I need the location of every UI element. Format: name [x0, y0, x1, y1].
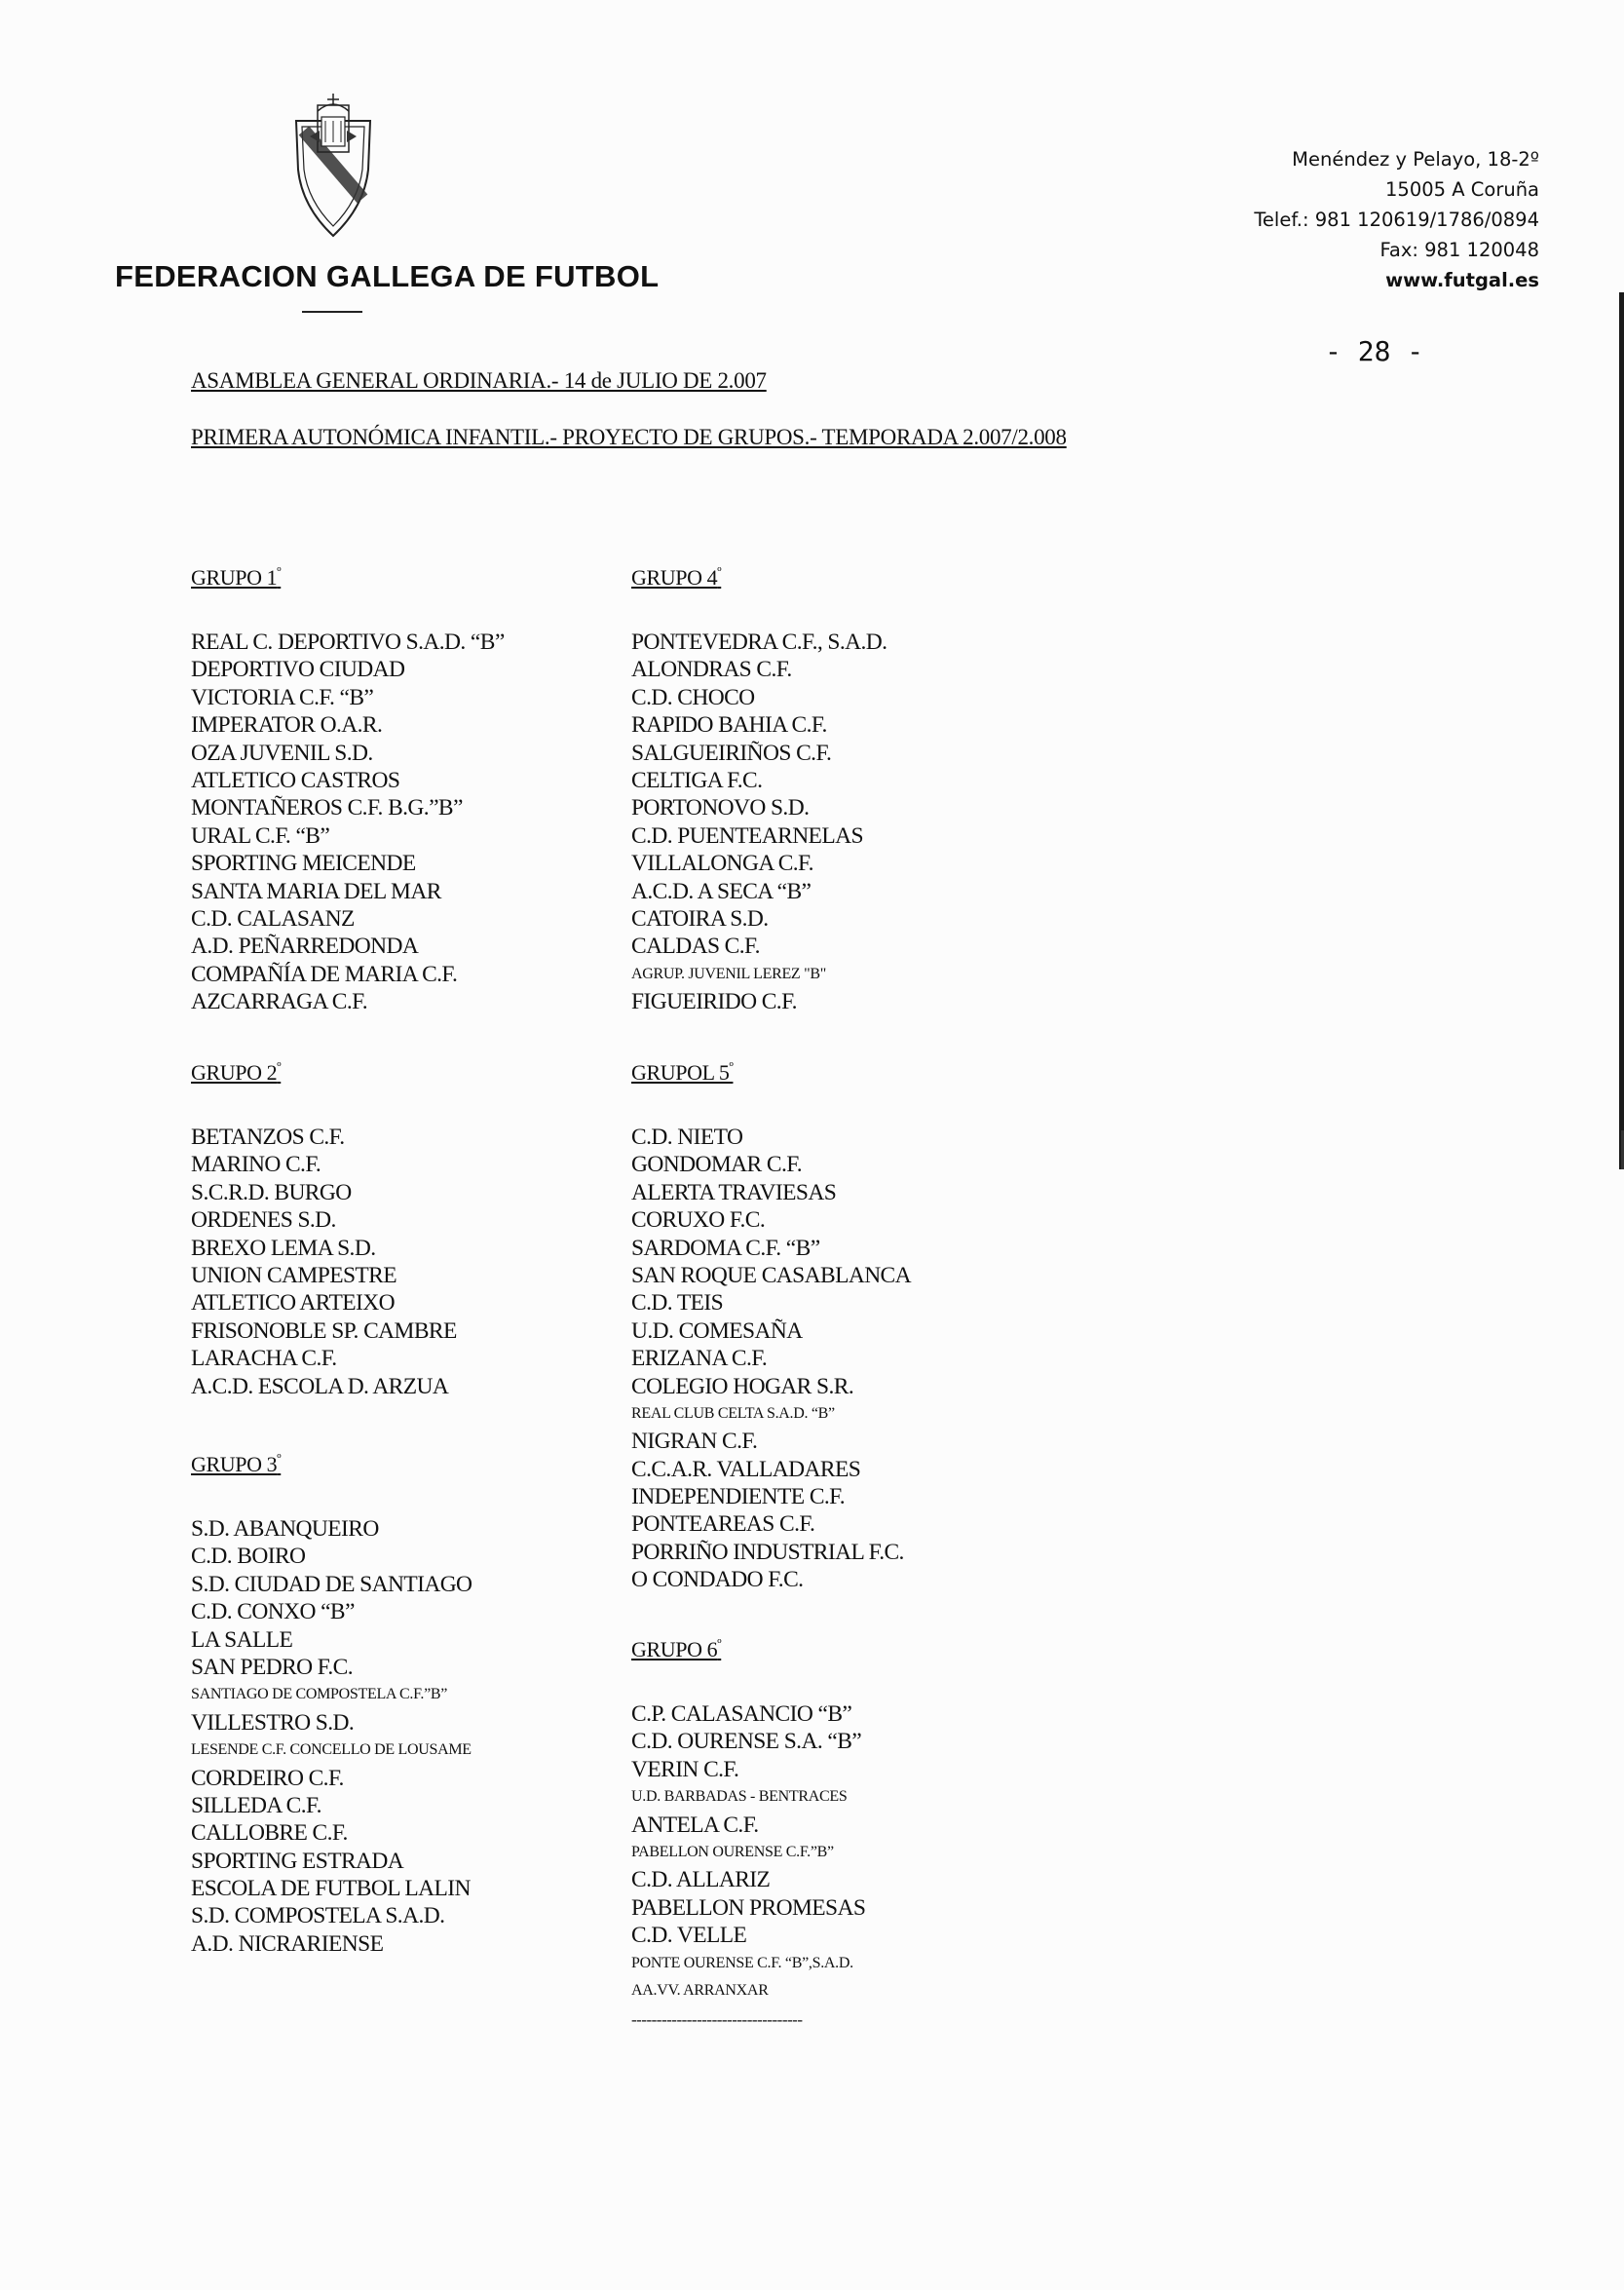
address-block	[1150, 144, 1539, 295]
club-entry: O CONDADO F.C.	[631, 1567, 804, 1593]
club-entry: PORTONOVO S.D.	[631, 795, 810, 821]
club-entry: SANTA MARIA DEL MAR	[191, 878, 441, 904]
club-entry: ATLETICO ARTEIXO	[191, 1290, 395, 1317]
club-entry: ANTELA C.F.	[631, 1812, 759, 1838]
club-entry: ALERTA TRAVIESAS	[631, 1179, 837, 1205]
club-entry: ORDENES S.D.	[191, 1207, 336, 1234]
club-entry: S.D. CIUDAD DE SANTIAGO	[191, 1571, 472, 1597]
club-entry: INDEPENDIENTE C.F.	[631, 1484, 846, 1510]
club-entry: ALONDRAS C.F.	[631, 657, 792, 683]
club-entry: DEPORTIVO CIUDAD	[191, 657, 405, 683]
club-list	[191, 629, 505, 1015]
club-entry: AGRUP. JUVENIL LEREZ "B"	[631, 965, 826, 982]
club-entry: C.D. BOIRO	[191, 1544, 306, 1570]
club-entry: AZCARRAGA C.F.	[191, 989, 368, 1015]
group-title-text: GRUPO 2	[191, 1060, 278, 1085]
group-3	[191, 1452, 472, 1958]
page-number: - 28 -	[1325, 335, 1424, 367]
club-entry: C.D. CALASANZ	[191, 905, 355, 932]
club-entry: CALDAS C.F.	[631, 934, 760, 960]
club-entry: CATOIRA S.D.	[631, 905, 769, 932]
club-list	[631, 1700, 865, 2004]
club-list	[631, 1124, 911, 1594]
group-title-text: GRUPO 4	[631, 565, 718, 590]
group-4	[631, 565, 887, 1015]
group-title	[191, 1452, 472, 1477]
club-entry: ATLETICO CASTROS	[191, 767, 400, 793]
club-entry: ESCOLA DE FUTBOL LALIN	[191, 1876, 471, 1902]
club-entry: NIGRAN C.F.	[631, 1429, 758, 1455]
group-title-text: GRUPOL 5	[631, 1060, 730, 1085]
project-heading: PRIMERA AUTONÓMICA INFANTIL.- PROYECTO DE GRUPOS.- TEMPORADA 2.007/2.008	[191, 425, 1067, 449]
club-entry: GONDOMAR C.F.	[631, 1152, 803, 1178]
group-title	[191, 565, 505, 591]
club-entry: U.D. BARBADAS - BENTRACES	[631, 1788, 848, 1806]
club-entry: C.P. CALASANCIO “B”	[631, 1701, 852, 1727]
club-entry: SALGUEIRIÑOS C.F.	[631, 740, 832, 766]
assembly-heading: ASAMBLEA GENERAL ORDINARIA.- 14 de JULIO DE 2.007	[191, 368, 767, 393]
group-title-ordinal: º	[277, 1060, 282, 1076]
club-entry: PORRIÑO INDUSTRIAL F.C.	[631, 1539, 904, 1565]
address-telephone: Telef.: 981 120619/1786/0894	[1254, 209, 1539, 231]
club-entry: C.D. TEIS	[631, 1290, 724, 1317]
club-entry: RAPIDO BAHIA C.F.	[631, 712, 827, 739]
address-fax: Fax: 981 120048	[1379, 239, 1539, 261]
club-entry: CELTIGA F.C.	[631, 767, 763, 793]
group-title	[631, 1637, 865, 1662]
federation-crest-icon	[292, 92, 374, 238]
club-entry: REAL CLUB CELTA S.A.D. “B”	[631, 1404, 835, 1422]
club-entry: ERIZANA C.F.	[631, 1346, 768, 1372]
club-entry: S.D. COMPOSTELA S.A.D.	[191, 1903, 445, 1929]
club-entry: COLEGIO HOGAR S.R.	[631, 1373, 854, 1399]
club-entry: BREXO LEMA S.D.	[191, 1235, 376, 1261]
club-entry: A.C.D. ESCOLA D. ARZUA	[191, 1373, 449, 1399]
club-entry: PONTEVEDRA C.F., S.A.D.	[631, 630, 888, 655]
club-entry: LA SALLE	[191, 1626, 293, 1653]
group-title-ordinal: º	[717, 1637, 722, 1653]
group-title-ordinal: º	[277, 565, 282, 581]
group-title-ordinal: º	[729, 1060, 734, 1076]
club-entry: PONTE OURENSE C.F. “B”,S.A.D.	[631, 1954, 853, 1971]
closing-dashes: ----------------------------------	[631, 2010, 803, 2029]
group-title	[191, 1060, 457, 1086]
club-entry: PONTEAREAS C.F.	[631, 1511, 815, 1538]
club-entry: C.D. CONXO “B”	[191, 1599, 355, 1625]
club-entry: SAN PEDRO F.C.	[191, 1654, 354, 1680]
group-6	[631, 1637, 865, 2004]
club-entry: C.C.A.R. VALLADARES	[631, 1456, 861, 1482]
club-entry: PABELLON OURENSE C.F.”B”	[631, 1843, 834, 1860]
club-entry: C.D. VELLE	[631, 1923, 747, 1949]
club-entry: SANTIAGO DE COMPOSTELA C.F.”B”	[191, 1686, 448, 1703]
club-entry: LESENDE C.F. CONCELLO DE LOUSAME	[191, 1741, 472, 1759]
group-title	[631, 565, 887, 591]
club-entry: REAL C. DEPORTIVO S.A.D. “B”	[191, 630, 505, 655]
club-entry: CALLOBRE C.F.	[191, 1820, 348, 1847]
address-street: Menéndez y Pelayo, 18-2º	[1292, 148, 1539, 171]
club-entry: UNION CAMPESTRE	[191, 1262, 397, 1288]
club-entry: VILLALONGA C.F.	[631, 851, 813, 877]
club-entry: COMPAÑÍA DE MARIA C.F.	[191, 961, 458, 987]
club-entry: VERIN C.F.	[631, 1756, 739, 1782]
organization-name: FEDERACION GALLEGA DE FUTBOL	[115, 259, 660, 293]
club-list	[631, 629, 887, 1015]
club-entry: SAN ROQUE CASABLANCA	[631, 1262, 912, 1288]
club-entry: VICTORIA C.F. “B”	[191, 684, 374, 710]
group-title-text: GRUPO 1	[191, 565, 278, 590]
club-entry: URAL C.F. “B”	[191, 822, 330, 849]
club-entry: OZA JUVENIL S.D.	[191, 740, 373, 766]
club-entry: VILLESTRO S.D.	[191, 1709, 355, 1736]
club-entry: SPORTING MEICENDE	[191, 851, 416, 877]
club-entry: CORDEIRO C.F.	[191, 1765, 344, 1791]
club-entry: C.D. ALLARIZ	[631, 1867, 771, 1893]
club-entry: LARACHA C.F.	[191, 1346, 337, 1372]
organization-underline	[302, 311, 362, 313]
club-entry: BETANZOS C.F.	[191, 1125, 345, 1150]
club-entry: FRISONOBLE SP. CAMBRE	[191, 1317, 457, 1344]
club-entry: MARINO C.F.	[191, 1152, 321, 1178]
scan-edge	[1619, 292, 1624, 1169]
club-entry: U.D. COMESAÑA	[631, 1317, 803, 1344]
club-entry: S.D. ABANQUEIRO	[191, 1516, 379, 1542]
club-entry: IMPERATOR O.A.R.	[191, 712, 383, 739]
club-entry: C.D. CHOCO	[631, 684, 755, 710]
club-entry: C.D. PUENTEARNELAS	[631, 822, 863, 849]
club-entry: SPORTING ESTRADA	[191, 1848, 404, 1874]
club-list	[191, 1515, 472, 1958]
club-entry: CORUXO F.C.	[631, 1207, 766, 1234]
group-title-ordinal: º	[277, 1452, 282, 1468]
group-1	[191, 565, 505, 1015]
club-entry: AA.VV. ARRANXAR	[631, 1981, 769, 1999]
club-entry: A.D. NICRARIENSE	[191, 1930, 384, 1957]
group-5	[631, 1060, 911, 1594]
club-entry: C.D. OURENSE S.A. “B”	[631, 1729, 862, 1755]
group-2	[191, 1060, 457, 1400]
club-entry: S.C.R.D. BURGO	[191, 1179, 352, 1205]
club-entry: SILLEDA C.F.	[191, 1792, 321, 1818]
club-entry: SARDOMA C.F. “B”	[631, 1235, 820, 1261]
group-title-ordinal: º	[717, 565, 722, 581]
club-entry: MONTAÑEROS C.F. B.G.”B”	[191, 795, 463, 821]
group-title-text: GRUPO 6	[631, 1637, 718, 1661]
club-entry: A.D. PEÑARREDONDA	[191, 934, 419, 960]
club-list	[191, 1124, 457, 1400]
address-city: 15005 A Coruña	[1385, 178, 1539, 201]
group-title-text: GRUPO 3	[191, 1452, 278, 1476]
club-entry: PABELLON PROMESAS	[631, 1894, 866, 1921]
group-title	[631, 1060, 911, 1086]
club-entry: FIGUEIRIDO C.F.	[631, 989, 797, 1015]
club-entry: C.D. NIETO	[631, 1125, 743, 1150]
address-website: www.futgal.es	[1385, 269, 1539, 291]
club-entry: A.C.D. A SECA “B”	[631, 878, 812, 904]
